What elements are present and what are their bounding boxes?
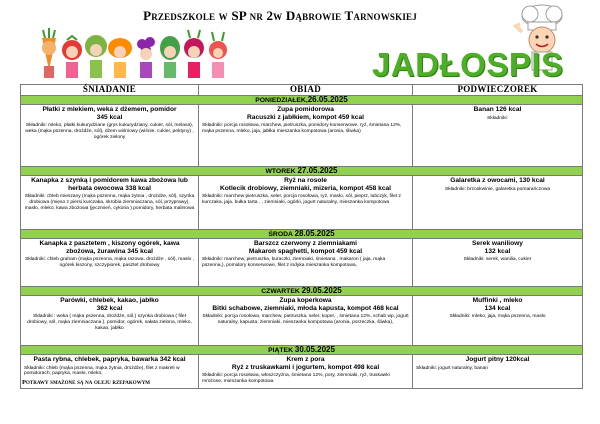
column-headers bbox=[21, 85, 583, 96]
carrot-kid-icon bbox=[42, 28, 56, 78]
dish-kcal: Kotlecik drobiowy, ziemniaki, mizeria, kompot 458 kcal bbox=[219, 184, 391, 192]
footer-note: Potrawy smażone są na oleju rzepakowym bbox=[22, 379, 151, 386]
ingredients: Składniki: marchew pietruszka, seler, porcja rosołowa, ryż, masło, sól, pieprz, lubczyk, filet z kurczaka, jaja, bułka tarta , , ziemniaki, ogórki, jogurt naturalny, mieszanka kompotowa bbox=[202, 194, 401, 205]
column-header-lunch: OBIAD bbox=[199, 85, 413, 96]
ingredients: Składniki: porcja rosołowa, marchew, pietruszka, pomidory konserwowe, ryż, śmietana 12%, mąka pszenna, mleko, jaja, jabłka mieszanka kompotowa (aronia, śliwka) bbox=[202, 123, 402, 134]
ingredients: Składniki: mleko, jaja, mąka pszenna, masło bbox=[449, 314, 546, 320]
dish-name: Płatki z mlekiem, weka z dżemem, pomidor bbox=[42, 106, 177, 113]
dish-name: Muffinki , mleko bbox=[472, 297, 523, 304]
dish-kcal: Bitki schabowe, ziemniaki, młoda kapusta, kompot 468 kcal bbox=[212, 304, 399, 312]
lunch-cell bbox=[199, 355, 413, 389]
ingredients: Składniki: marchew, pietruszka, buraczki, ziemniaki, śmietana , makaron ( jaja, mąka pszenna,), pomidory konserwowe, filet z indyka mieszanka kompotowa, bbox=[202, 257, 386, 268]
snack-cell bbox=[413, 355, 583, 389]
day-name: PIĄTEK bbox=[268, 347, 293, 354]
day-header-row bbox=[21, 167, 583, 176]
dish-name: Krem z pora bbox=[286, 356, 325, 363]
ingredients: Składniki: serek, wanilia, cukier bbox=[463, 257, 532, 263]
snack-cell bbox=[413, 105, 583, 167]
ingredients: Składniki: chleb graham (mąka pszenna, mąka razowa, drożdże , sól), masło , ogórek kiszony, szczypiorek, pasztet drobiowy bbox=[24, 257, 195, 268]
breakfast-cell bbox=[21, 176, 199, 230]
day-header bbox=[21, 230, 583, 239]
ingredients: Składniki: bbox=[487, 115, 508, 121]
day-date: 27.05.2025 bbox=[297, 166, 338, 175]
dish-kcal: 132 kcal bbox=[484, 247, 511, 255]
ingredients: Składniki : weka ( mąka pszenna, drożdże, sól,) szynka drobiowa ( filet drobiowy, sól, mąka ziemniaczana ), pomidor, ogórek, sałata zielona, mleko, kakao, jabłko bbox=[27, 314, 192, 331]
dish-name: Kanapka z szynką i pomidorem kawa zbożowa lub herbata owocowa 338 kcal bbox=[31, 177, 188, 192]
radish-kid-icon bbox=[209, 32, 227, 78]
dish-name: Serek waniliowy bbox=[472, 240, 523, 247]
day-name: WTOREK bbox=[265, 168, 296, 175]
column-header-snack: PODWIECZOREK bbox=[413, 85, 583, 96]
ingredients: Składniki: chleb mieszany (mąka pszenna, mąka żytnia , drożdże, sól), szynka drobiowa (mięso z piersi kurczaka, skrobia ziemniaczana, sól, przyprawy), masło, mleko, kawa zbożowa (jęczmień, cykoria ) pomidory, herbata malinowa bbox=[24, 194, 195, 211]
column-header-breakfast: ŚNIADANIE bbox=[21, 85, 199, 96]
meal-row bbox=[21, 296, 583, 346]
day-date: 29.05.2025 bbox=[301, 286, 342, 295]
meal-row bbox=[21, 176, 583, 230]
snack-cell bbox=[413, 296, 583, 346]
dish-name: Jogurt pitny 120kcal bbox=[465, 356, 530, 363]
jadlospis-logo: JADŁOSPIS bbox=[372, 46, 564, 83]
grape-kid-icon bbox=[137, 37, 155, 78]
meal-row bbox=[21, 105, 583, 167]
day-header-row bbox=[21, 230, 583, 239]
meal-row bbox=[21, 239, 583, 287]
day-header-row bbox=[21, 346, 583, 355]
day-name: PONIEDZIAŁEK, bbox=[255, 97, 308, 104]
day-name: ŚRODA bbox=[268, 231, 293, 238]
menu-table bbox=[20, 84, 583, 389]
day-header-row bbox=[21, 287, 583, 296]
lunch-cell bbox=[199, 239, 413, 287]
breakfast-cell bbox=[21, 105, 199, 167]
ingredients: Składniki: chleb (mąka pszenna, mąka żytnia, drożdże), filet z makreli w pomidorach, papryka, masło, mleko, bbox=[24, 365, 180, 377]
dish-name: Pasta rybna, chlebek, papryka, bawarka 342 kcal bbox=[33, 356, 186, 363]
dish-kcal: 362 kcal bbox=[96, 304, 123, 312]
breakfast-cell bbox=[21, 239, 199, 287]
beet-kid-icon bbox=[184, 30, 204, 78]
pumpkin-kid-icon bbox=[108, 38, 132, 78]
lunch-cell bbox=[199, 296, 413, 346]
day-header bbox=[21, 346, 583, 355]
snack-cell bbox=[413, 176, 583, 230]
pepper-kid-icon bbox=[160, 36, 180, 78]
dish-name: Kanapka z pasztetem , kiszony ogórek, kawa zbożowa, żurawina 345 kcal bbox=[39, 240, 180, 255]
day-date: 26.05.2025 bbox=[307, 95, 348, 104]
dish-name: Zupa koperkowa bbox=[279, 297, 332, 304]
dish-kcal: Racuszki z jabłkiem, kompot 459 kcal bbox=[247, 113, 364, 121]
breakfast-cell bbox=[21, 296, 199, 346]
dish-name: Ryż na rosole bbox=[284, 177, 327, 184]
dish-name: Parówki, chlebek, kakao, jabłko bbox=[60, 297, 159, 304]
ingredients: Składniki: porcja rosołowa, marchew, pietruszka, seler, koper, , śmietana 12%, schab wp, jogurt naturalny, kapusta, ziemniaki, mieszanka kompotowa (aronia, porzeczka, śliwka), bbox=[202, 314, 409, 325]
dish-kcal: Ryż z truskawkami i jogurtem, kompot 498 kcal bbox=[231, 363, 380, 371]
vegetable-kids-illustration bbox=[34, 26, 234, 82]
day-date: 30.05.2025 bbox=[294, 345, 335, 354]
day-header bbox=[21, 287, 583, 296]
dish-name: Galaretka z owocami, 130 kcal bbox=[450, 177, 545, 184]
ingredients: Składniki: jogurt naturalny, banan bbox=[416, 365, 488, 371]
lettuce-kid-icon bbox=[85, 35, 107, 78]
day-header bbox=[21, 167, 583, 176]
lunch-cell bbox=[199, 176, 413, 230]
day-name: CZWARTEK bbox=[261, 288, 300, 295]
lunch-cell bbox=[199, 105, 413, 167]
dish-kcal: 345 kcal bbox=[96, 113, 123, 121]
ingredients: Składniki: porcja rosołowa, włoszczyzna, śmietana 12%, pory, ziemniaki, ryż, truskawki mrożone, mieszanka kompotowa bbox=[202, 373, 390, 384]
dish-name: Banan 126 kcal bbox=[473, 106, 522, 113]
day-header bbox=[21, 96, 583, 105]
tomato-kid-icon bbox=[62, 36, 82, 78]
ingredients: Składniki: brzoskwinie, galaretka pomarańczowa bbox=[444, 186, 551, 192]
day-date: 28.05.2025 bbox=[294, 229, 335, 238]
dish-name: Barszcz czerwony z ziemniakami bbox=[254, 240, 357, 247]
dish-name: Zupa pomidorowa bbox=[277, 106, 334, 113]
dish-kcal: Makaron spaghetti, kompot 459 kcal bbox=[248, 247, 363, 255]
ingredients: Składniki: mleko, płatki kukurydziane (grys kukurydziany, cukier, sól, melasa), weka (mąka pszenna, drożdże, sól), dżem wiśniowy (wiśnie, cukier, pektyny) , ogórek zielony bbox=[25, 123, 194, 140]
page-title: Przedszkole w SP nr 2w Dąbrowie Tarnowskiej bbox=[143, 8, 417, 23]
dish-kcal: 134 kcal bbox=[484, 304, 511, 312]
day-header-row bbox=[21, 96, 583, 105]
snack-cell bbox=[413, 239, 583, 287]
